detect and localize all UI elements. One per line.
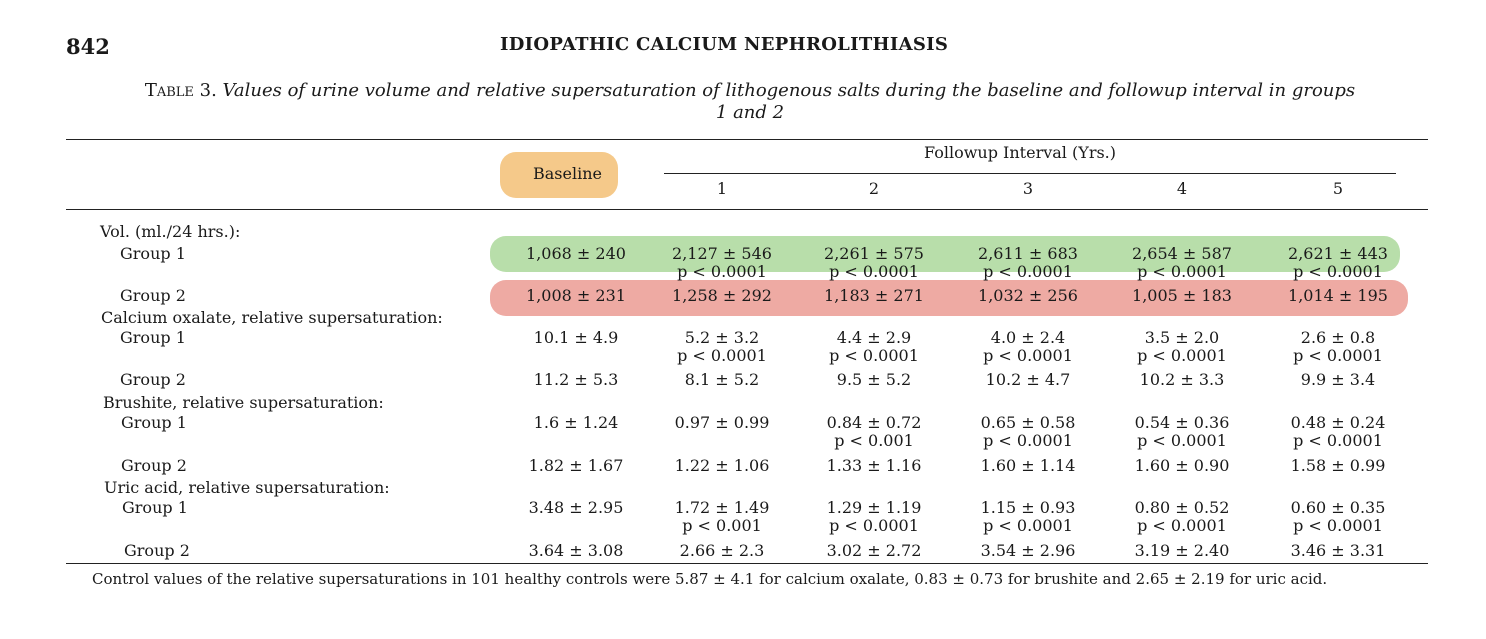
- row-label-group-1: Group 1: [121, 413, 187, 432]
- table-footnote: Control values of the relative supersaturations in 101 healthy controls were 5.87 ± 4.1 for calcium oxalate, 0.83 ± 0.73 for brushite and 2.65 ± 2.19 for uric acid.: [92, 570, 1328, 588]
- group-1-value: 10.1 ± 4.9: [533, 328, 619, 347]
- table-caption: [90, 80, 1410, 124]
- p-value: p < 0.0001: [983, 516, 1073, 535]
- group-1-value: 4.4 ± 2.9: [836, 328, 912, 347]
- group-1-value: 0.65 ± 0.58: [980, 413, 1076, 432]
- p-value: p < 0.0001: [1137, 431, 1227, 450]
- group-1-value: 1.72 ± 1.49: [674, 498, 770, 517]
- group-2-value: 3.64 ± 3.08: [528, 541, 624, 560]
- group-1-value: 2,611 ± 683: [978, 244, 1078, 263]
- table-bottom-rule: [66, 563, 1428, 564]
- group-2-value: 9.9 ± 3.4: [1300, 370, 1376, 389]
- row-label-group-1: Group 1: [120, 244, 186, 263]
- group-1-value: 1.6 ± 1.24: [533, 413, 619, 432]
- followup-rule: [664, 173, 1396, 174]
- p-value: p < 0.0001: [677, 346, 767, 365]
- group-2-value: 3.54 ± 2.96: [980, 541, 1076, 560]
- group-1-value: 0.60 ± 0.35: [1290, 498, 1386, 517]
- group-2-value: 9.5 ± 5.2: [836, 370, 912, 389]
- group-2-value: 10.2 ± 3.3: [1139, 370, 1225, 389]
- group-2-value: 1,005 ± 183: [1132, 286, 1232, 305]
- p-value: p < 0.001: [834, 431, 914, 450]
- group-2-value: 1,032 ± 256: [978, 286, 1078, 305]
- running-head: IDIOPATHIC CALCIUM NEPHROLITHIASIS: [500, 34, 949, 55]
- group-1-value: 0.54 ± 0.36: [1134, 413, 1230, 432]
- header-bottom-rule: [66, 209, 1428, 210]
- table-caption-text: Values of urine volume and relative supersaturation of lithogenous salts during the baseline and followup interval in groups: [222, 80, 1356, 101]
- group-1-value: 3.48 ± 2.95: [528, 498, 624, 517]
- group-2-value: 1.58 ± 0.99: [1290, 456, 1386, 475]
- group-2-value: 3.19 ± 2.40: [1134, 541, 1230, 560]
- group-2-value: 1.33 ± 1.16: [826, 456, 922, 475]
- group-1-value: 1.15 ± 0.93: [980, 498, 1076, 517]
- group-1-value: 2,127 ± 546: [672, 244, 772, 263]
- row-label-group-2: Group 2: [120, 286, 186, 305]
- group-1-value: 1.29 ± 1.19: [826, 498, 922, 517]
- group-2-value: 3.02 ± 2.72: [826, 541, 922, 560]
- year-header: 4: [1176, 179, 1188, 198]
- group-2-value: 11.2 ± 5.3: [533, 370, 619, 389]
- group-1-value: 4.0 ± 2.4: [990, 328, 1066, 347]
- p-value: p < 0.0001: [983, 431, 1073, 450]
- p-value: p < 0.0001: [983, 346, 1073, 365]
- section-label: Brushite, relative supersaturation:: [103, 393, 384, 412]
- group-2-value: 1.82 ± 1.67: [528, 456, 624, 475]
- group-2-value: 10.2 ± 4.7: [985, 370, 1071, 389]
- p-value: p < 0.0001: [1293, 431, 1383, 450]
- year-header: 5: [1332, 179, 1344, 198]
- group-1-value: 2,261 ± 575: [824, 244, 924, 263]
- table-caption-label: Table 3.: [144, 80, 217, 101]
- group-1-value: 2,621 ± 443: [1288, 244, 1388, 263]
- group-1-value: 2,654 ± 587: [1132, 244, 1232, 263]
- group-2-value: 1,258 ± 292: [672, 286, 772, 305]
- p-value: p < 0.0001: [829, 262, 919, 281]
- group-2-value: 8.1 ± 5.2: [684, 370, 760, 389]
- row-label-group-2: Group 2: [121, 456, 187, 475]
- p-value: p < 0.0001: [677, 262, 767, 281]
- group-1-value: 5.2 ± 3.2: [684, 328, 760, 347]
- group-2-value: 1.60 ± 1.14: [980, 456, 1076, 475]
- p-value: p < 0.0001: [1293, 346, 1383, 365]
- row-label-group-1: Group 1: [122, 498, 188, 517]
- group-2-value: 2.66 ± 2.3: [679, 541, 765, 560]
- p-value: p < 0.0001: [829, 346, 919, 365]
- p-value: p < 0.0001: [1137, 516, 1227, 535]
- year-header: 2: [868, 179, 880, 198]
- group-2-value: 1,014 ± 195: [1288, 286, 1388, 305]
- section-label: Vol. (ml./24 hrs.):: [100, 222, 241, 241]
- p-value: p < 0.001: [682, 516, 762, 535]
- group-1-value: 0.80 ± 0.52: [1134, 498, 1230, 517]
- section-label: Calcium oxalate, relative supersaturation:: [101, 308, 443, 327]
- volume-group1-highlight: [490, 236, 1400, 272]
- group-1-value: 1,068 ± 240: [526, 244, 626, 263]
- group-2-value: 1,183 ± 271: [824, 286, 924, 305]
- p-value: p < 0.0001: [1293, 262, 1383, 281]
- group-1-value: 0.48 ± 0.24: [1290, 413, 1386, 432]
- followup-header: Followup Interval (Yrs.): [924, 143, 1116, 162]
- group-2-value: 1.60 ± 0.90: [1134, 456, 1230, 475]
- row-label-group-2: Group 2: [124, 541, 190, 560]
- group-2-value: 1.22 ± 1.06: [674, 456, 770, 475]
- group-1-value: 2.6 ± 0.8: [1300, 328, 1376, 347]
- p-value: p < 0.0001: [1137, 262, 1227, 281]
- p-value: p < 0.0001: [983, 262, 1073, 281]
- section-label: Uric acid, relative supersaturation:: [104, 478, 390, 497]
- group-1-value: 0.97 ± 0.99: [674, 413, 770, 432]
- group-2-value: 3.46 ± 3.31: [1290, 541, 1386, 560]
- table-caption-text-continued: 1 and 2: [715, 102, 785, 123]
- group-1-value: 3.5 ± 2.0: [1144, 328, 1220, 347]
- group-1-value: 0.84 ± 0.72: [826, 413, 922, 432]
- year-header: 3: [1022, 179, 1034, 198]
- table-top-rule: [66, 139, 1428, 140]
- volume-group2-highlight: [490, 280, 1408, 316]
- p-value: p < 0.0001: [1293, 516, 1383, 535]
- row-label-group-1: Group 1: [120, 328, 186, 347]
- year-header: 1: [716, 179, 728, 198]
- row-label-group-2: Group 2: [120, 370, 186, 389]
- baseline-header: Baseline: [533, 164, 602, 183]
- p-value: p < 0.0001: [829, 516, 919, 535]
- p-value: p < 0.0001: [1137, 346, 1227, 365]
- page-number: 842: [66, 34, 110, 59]
- group-2-value: 1,008 ± 231: [526, 286, 626, 305]
